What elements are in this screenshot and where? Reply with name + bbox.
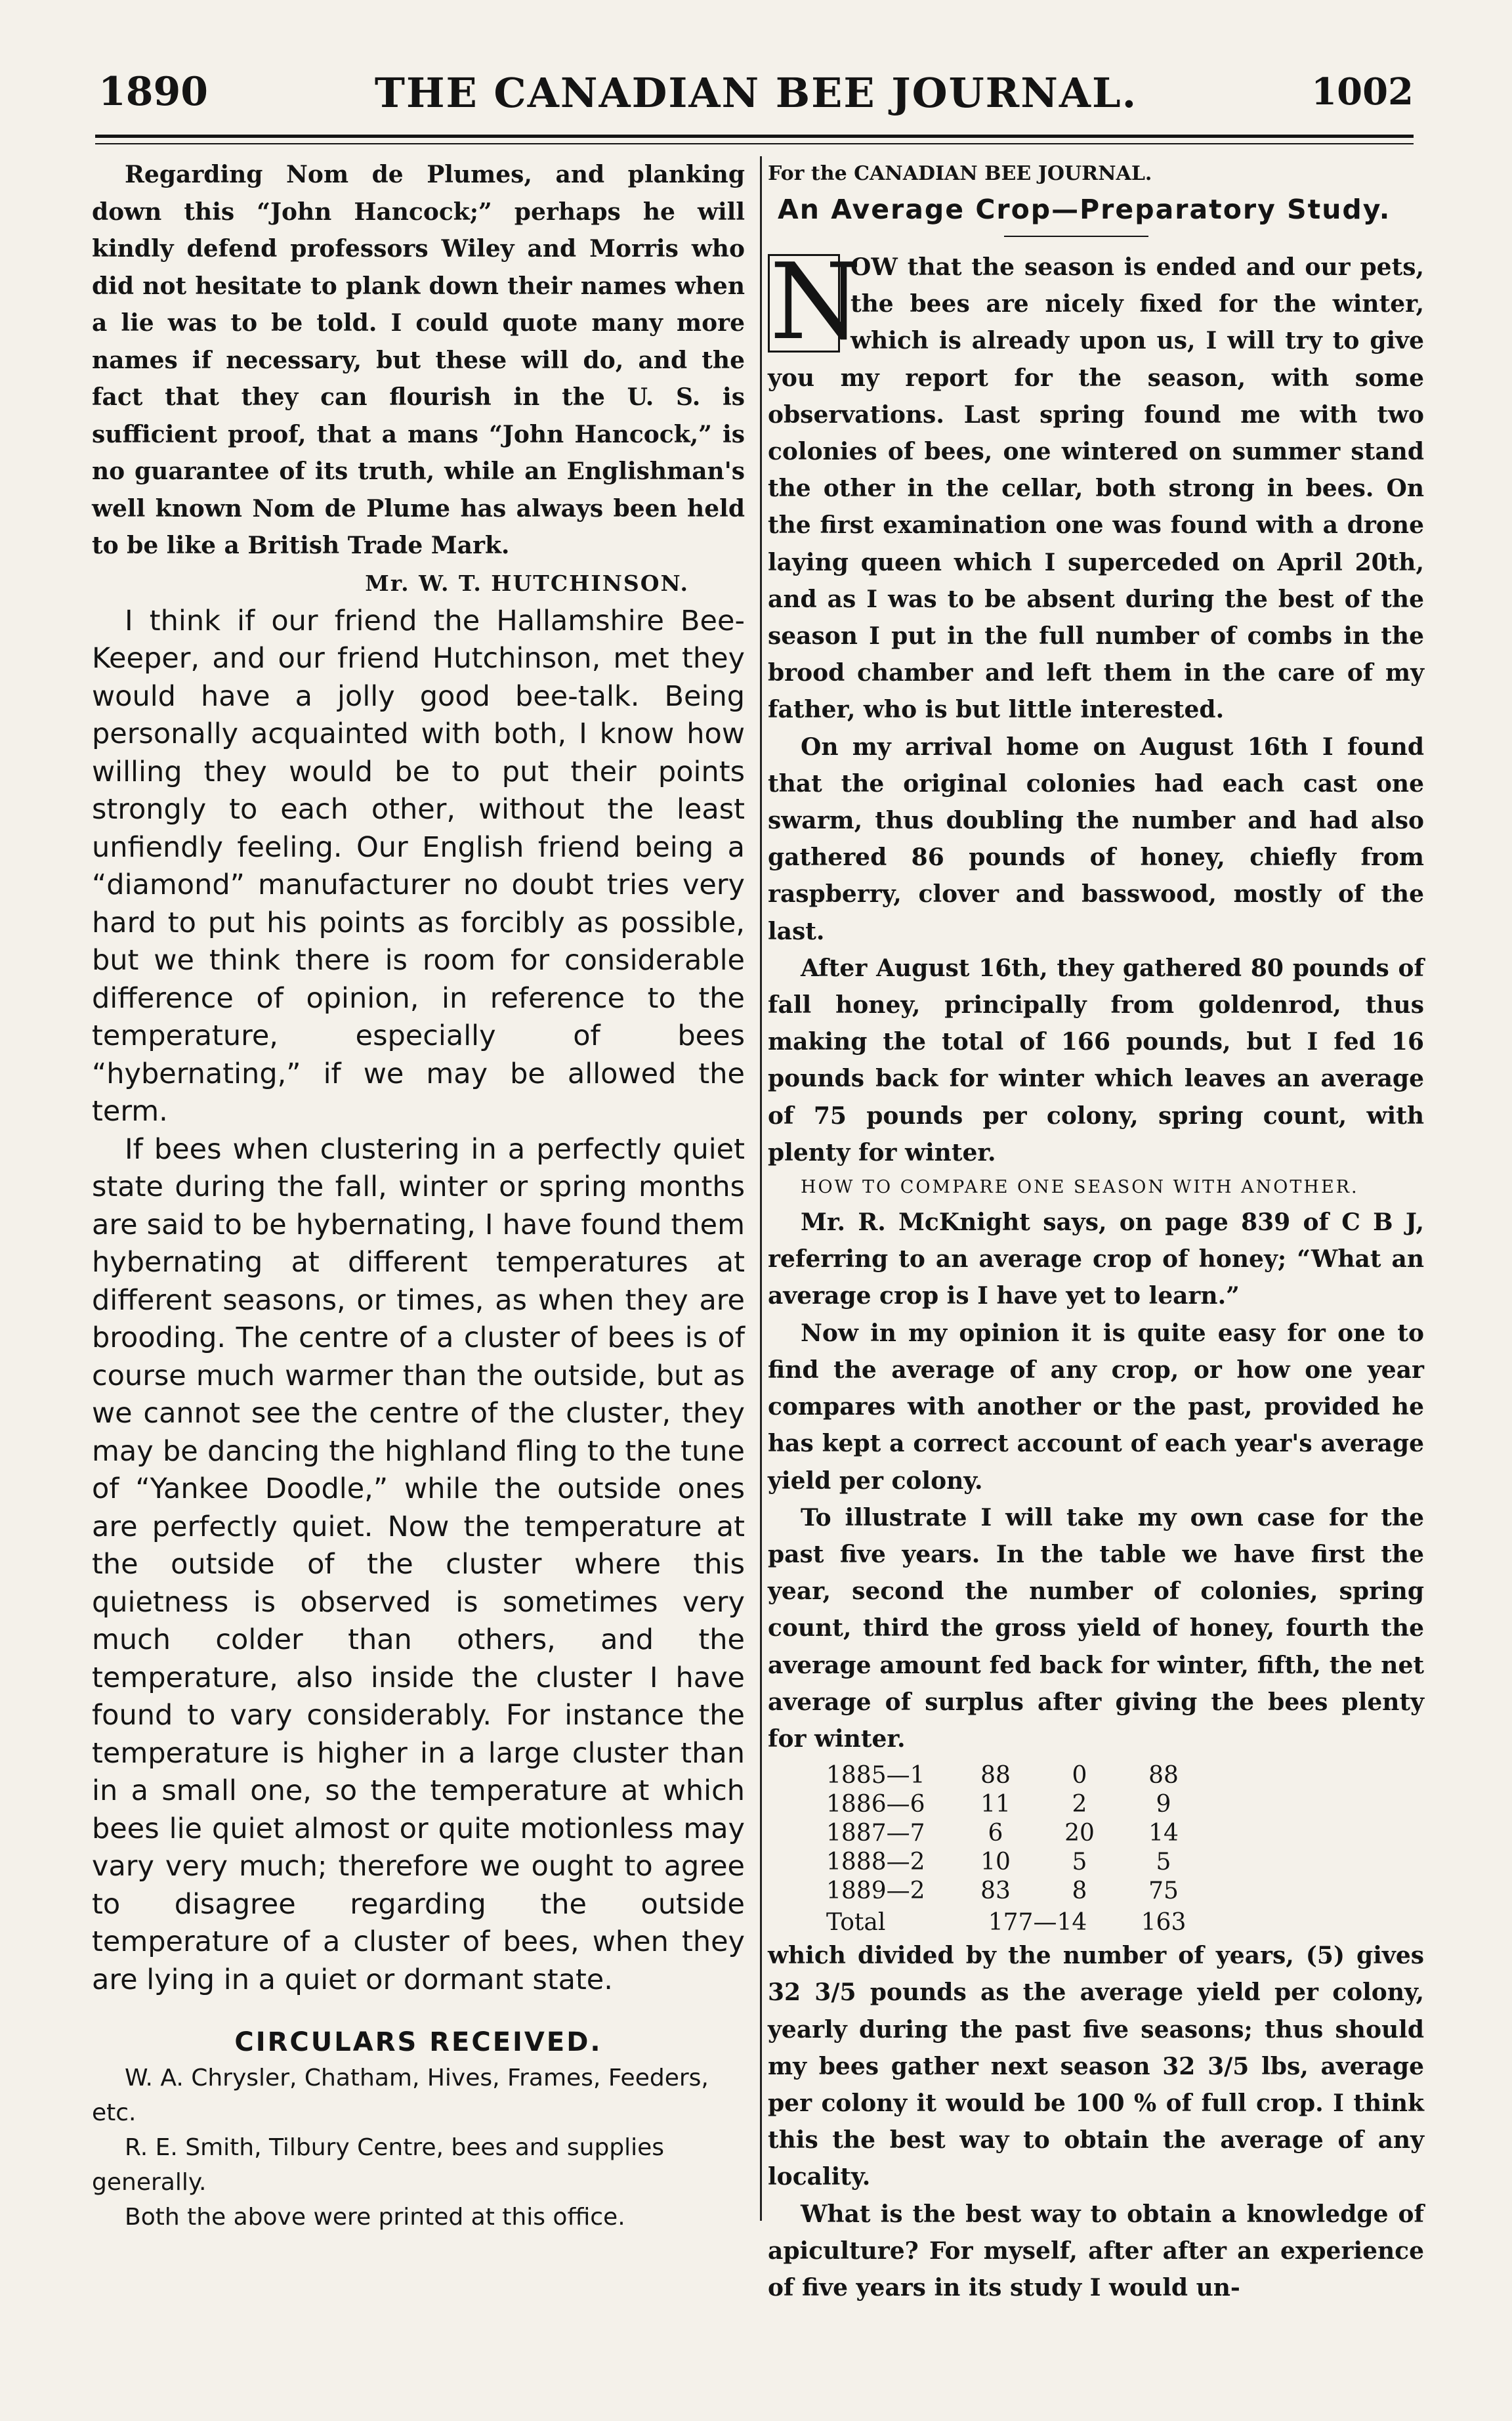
intro-paragraph: Regarding Nom de Plumes, and planking down this “John Hancock;” perhaps he will kindly defend professors Wiley and Morris who did not hesitate to plank down their names when a lie was to be told. I could quote many more names if necessary, but these will do, and the fact that they can flourish in the U. S. is sufficient proof, that a mans “John Hancock,” is no guarantee of its truth, while an Englishman's well known Nom de Plume has always been held to be like a British Trade Mark. (92, 161, 745, 559)
page-number: 1002 (1311, 70, 1414, 114)
right-paragraph-8: What is the best way to obtain a knowledge of apiculture? For myself, after after an experience of five years in its study I would un- (768, 2200, 1424, 2302)
table-row (817, 1819, 1206, 1848)
right-paragraph-2: On my arrival home on August 16th I found that the original colonies had each cast one swarm, thus doubling the number and had also gathered 86 pounds of honey, chiefly from raspberry, clover and basswood, mostly of the last. (768, 733, 1424, 945)
header-rule (95, 135, 1414, 138)
right-paragraph-6: To illustrate I will take my own case for the past five years. In the table we have first the year, second the number of colonies, spring count, third the gross yield of honey, fourth the average amount fed back for winter, fifth, the net average of surplus after giving the bees plenty for winter. (768, 1503, 1424, 1753)
table-cell: 5 (1156, 1849, 1171, 1876)
right-paragraph-7: which divided by the number of years, (5) gives 32 3/5 pounds as the average yield per colony, yearly during the past five seasons; thus should my bees gather next season 32 3/5 lbs, average per colony it would be 100 % of full crop. I think this the best way to obtain the average of any locality. (768, 1942, 1424, 2191)
table-cell: 1885—1 (826, 1762, 925, 1789)
right-paragraph-4: Mr. R. McKnight says, on page 839 of C B J, referring to an average crop of honey; “What an average crop is I have yet to learn.” (768, 1209, 1424, 1310)
table-cell: 88 (980, 1762, 1011, 1789)
title-rule (1004, 236, 1148, 237)
left-paragraph-2: If bees when clustering in a perfectly quiet state during the fall, winter or spring months are said to be hybernating, I have found them hybernating at different temperatures at different seasons, or times, as when they are brooding. The centre of a cluster of bees is of course much warmer than the outside, but as we cannot see the centre of the cluster, they may be dancing the highland fling to the tune of “Yankee Doodle,” while the outside ones are perfectly quiet. Now the temperature at the outside of the cluster where this quietness is observed is sometimes very much colder than others, and the temperature, also inside the cluster I have found to vary considerably. For instance the temperature is higher in a large cluster than in a small one, so the temperature at which bees lie quiet almost or quite motionless may vary very much; therefore we ought to agree to disagree regarding the outside temperature of a cluster of bees, when they are lying in a quiet or dormant state. (92, 1132, 745, 1996)
page-header (98, 62, 1414, 135)
table-cell: 5 (1072, 1849, 1087, 1876)
table-cell: 0 (1072, 1762, 1087, 1789)
table-cell: 88 (1148, 1762, 1179, 1789)
circular-note: Both the above were printed at this office. (125, 2204, 625, 2231)
article-title: An Average Crop—Preparatory Study. (778, 194, 1391, 225)
table-cell: 20 (1064, 1820, 1095, 1847)
left-paragraph-1: I think if our friend the Hallamshire Bee-Keeper, and our friend Hutchinson, met they would have a jolly good bee-talk. Being personally acquainted with both, I know how willing they would be to put their points strongly to each other, without the least unfiendly feeling. Our English friend being a “diamond” manufacturer no doubt tries very hard to put his points as forcibly as possible, but we think there is room for considerable difference of opinion, in reference to the temperature, especially of bees “hybernating,” if we may be allowed the term. (92, 604, 745, 1128)
article-source-line: For the CANADIAN BEE JOURNAL. (768, 162, 1152, 185)
circular-item: R. E. Smith, Tilbury Centre, bees and supplies generally. (92, 2134, 665, 2196)
table-cell: 1886—6 (826, 1791, 925, 1818)
table-cell: 83 (980, 1877, 1011, 1905)
table-cell: 75 (1148, 1877, 1179, 1905)
table-row (817, 1790, 1206, 1819)
right-paragraph-3: After August 16th, they gathered 80 pounds of fall honey, principally from goldenrod, thus making the total of 166 pounds, but I fed 16 pounds back for winter which leaves an average of 75 pounds per colony, spring count, with plenty for winter. (768, 954, 1424, 1167)
table-cell: 10 (980, 1849, 1011, 1876)
table-cell: 1887—7 (826, 1820, 925, 1847)
left-column (92, 156, 745, 2235)
table-cell: 1889—2 (826, 1877, 925, 1905)
table-total-value: 177—14 (988, 1909, 1087, 1937)
header-year: 1890 (98, 69, 208, 115)
table-total-net: 163 (1141, 1909, 1186, 1937)
circular-item: W. A. Chrysler, Chatham, Hives, Frames, Feeders, etc. (92, 2065, 709, 2126)
table-cell: 1888—2 (826, 1849, 925, 1876)
column-divider (760, 156, 762, 2221)
table-cell: 9 (1156, 1791, 1171, 1818)
right-paragraph-1: OW that the season is ended and our pets, the bees are nicely fixed for the winter, which is already upon us, I will try to give you my report for the season, with some observations. Last spring found me with two colonies of bees, one wintered on summer stand the other in the cellar, both strong in bees. On the first examination one was found with a drone laying queen which I superceded on April 20th, and as I was to be absent during the best of the season I put in the full number of combs in the brood chamber and left them in the care of my father, who is but little interested. (768, 253, 1424, 724)
yield-table (817, 1761, 1206, 1937)
header-rule-thin (95, 143, 1414, 144)
right-paragraph-5: Now in my opinion it is quite easy for one to find the average of any crop, or how one year compares with another or the past, provided he has kept a correct account of each year's average yield per colony. (768, 1319, 1424, 1495)
table-cell: 14 (1148, 1820, 1179, 1847)
table-cell: 2 (1072, 1791, 1087, 1818)
opening-paragraph (768, 240, 1424, 729)
author-signature: Mr. W. T. HUTCHINSON. (365, 570, 689, 596)
table-row (817, 1848, 1206, 1877)
section-subhead: HOW TO COMPARE ONE SEASON WITH ANOTHER. (801, 1177, 1359, 1198)
table-row (817, 1877, 1206, 1906)
table-cell: 8 (1072, 1877, 1087, 1905)
journal-title: THE CANADIAN BEE JOURNAL. (374, 69, 1138, 117)
table-row (817, 1761, 1206, 1790)
table-total-label: Total (826, 1909, 886, 1937)
circulars-heading: CIRCULARS RECEIVED. (234, 2027, 602, 2057)
table-cell: 11 (980, 1791, 1011, 1818)
table-total-row (817, 1906, 1206, 1937)
right-column (768, 156, 1424, 2306)
table-cell: 6 (988, 1820, 1003, 1847)
drop-cap-letter: N (768, 254, 840, 353)
